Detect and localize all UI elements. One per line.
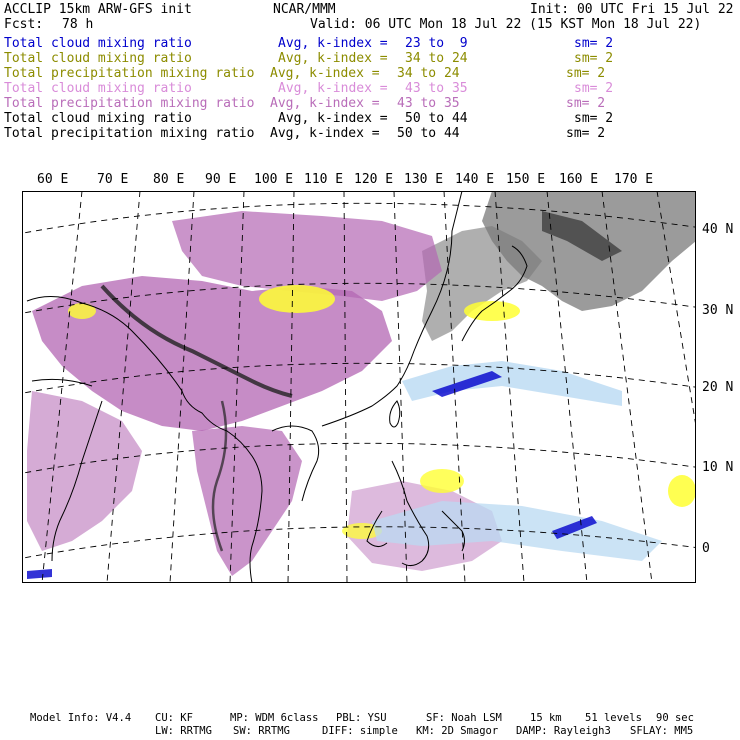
field-6-sm: sm= 2 — [574, 111, 614, 126]
init-time: Init: 00 UTC Fri 15 Jul 22 — [530, 2, 734, 17]
field-4-k: 43 to 35 — [405, 81, 468, 96]
field-2-avg: Avg, k-index = — [278, 51, 388, 66]
field-3-sm: sm= 2 — [566, 66, 606, 81]
yellow-cloud-bay — [68, 303, 96, 319]
footer-mp: MP: WDM 6class — [230, 712, 319, 724]
field-3-name: Total precipitation mixing ratio — [4, 66, 255, 81]
lat-label-0: 0 — [702, 541, 710, 556]
field-6-k: 50 to 44 — [405, 111, 468, 126]
org-label: NCAR/MMM — [273, 2, 336, 17]
model-title: ACCLIP 15km ARW-GFS init — [4, 2, 192, 17]
footer-timestep: 90 sec — [656, 712, 694, 724]
lon-label-130e: 130 E — [404, 172, 444, 187]
footer-levels: 51 levels — [585, 712, 642, 724]
field-7-k: 50 to 44 — [397, 126, 460, 141]
lat-label-30n: 30 N — [702, 303, 734, 318]
field-7-name: Total precipitation mixing ratio — [4, 126, 255, 141]
lat-label-20n: 20 N — [702, 380, 734, 395]
footer-sw: SW: RRTMG — [233, 725, 290, 737]
valid-time: Valid: 06 UTC Mon 18 Jul 22 (15 KST Mon 18 Jul 22) — [310, 17, 702, 32]
lon-label-120e: 120 E — [354, 172, 394, 187]
lon-label-90e: 90 E — [205, 172, 237, 187]
yellow-cloud-philippines — [420, 469, 464, 493]
yellow-cloud-pacific — [668, 475, 696, 507]
fcst-label: Fcst: — [4, 17, 44, 32]
footer-km: KM: 2D Smagor — [416, 725, 499, 737]
footer-lw: LW: RRTMG — [155, 725, 212, 737]
field-7-sm: sm= 2 — [566, 126, 606, 141]
lon-label-70e: 70 E — [97, 172, 129, 187]
field-2-sm: sm= 2 — [574, 51, 614, 66]
footer-sflay: SFLAY: MM5 — [630, 725, 694, 737]
yellow-cloud-tibet — [259, 285, 335, 313]
field-4-sm: sm= 2 — [574, 81, 614, 96]
footer-res: 15 km — [530, 712, 562, 724]
field-1-avg: Avg, k-index = — [278, 36, 388, 51]
footer-version: Model Info: V4.4 — [30, 712, 132, 724]
lat-label-10n: 10 N — [702, 460, 734, 475]
lon-label-150e: 150 E — [506, 172, 546, 187]
footer-diff: DIFF: simple — [322, 725, 398, 737]
field-2-k: 34 to 24 — [405, 51, 468, 66]
field-5-k: 43 to 35 — [397, 96, 460, 111]
footer-sf: SF: Noah LSM — [426, 712, 502, 724]
footer-pbl: PBL: YSU — [336, 712, 387, 724]
weather-map — [22, 191, 696, 583]
field-4-avg: Avg, k-index = — [278, 81, 388, 96]
field-5-avg: Avg, k-index = — [270, 96, 380, 111]
lon-label-100e: 100 E — [254, 172, 294, 187]
lon-label-110e: 110 E — [304, 172, 344, 187]
lon-label-60e: 60 E — [37, 172, 69, 187]
field-5-sm: sm= 2 — [566, 96, 606, 111]
field-6-name: Total cloud mixing ratio — [4, 111, 192, 126]
field-4-name: Total cloud mixing ratio — [4, 81, 192, 96]
lon-label-140e: 140 E — [455, 172, 495, 187]
lat-label-40n: 40 N — [702, 222, 734, 237]
field-3-k: 34 to 24 — [397, 66, 460, 81]
lon-label-160e: 160 E — [559, 172, 599, 187]
footer-damp: DAMP: Rayleigh3 — [516, 725, 611, 737]
field-1-k: 23 to 9 — [405, 36, 468, 51]
lon-label-80e: 80 E — [153, 172, 185, 187]
field-3-avg: Avg, k-index = — [270, 66, 380, 81]
field-1-name: Total cloud mixing ratio — [4, 36, 192, 51]
field-5-name: Total precipitation mixing ratio — [4, 96, 255, 111]
field-2-name: Total cloud mixing ratio — [4, 51, 192, 66]
lon-label-170e: 170 E — [614, 172, 654, 187]
field-7-avg: Avg, k-index = — [270, 126, 380, 141]
field-1-sm: sm= 2 — [574, 36, 614, 51]
field-6-avg: Avg, k-index = — [278, 111, 388, 126]
footer-cu: CU: KF — [155, 712, 193, 724]
fcst-value: 78 h — [62, 17, 94, 32]
